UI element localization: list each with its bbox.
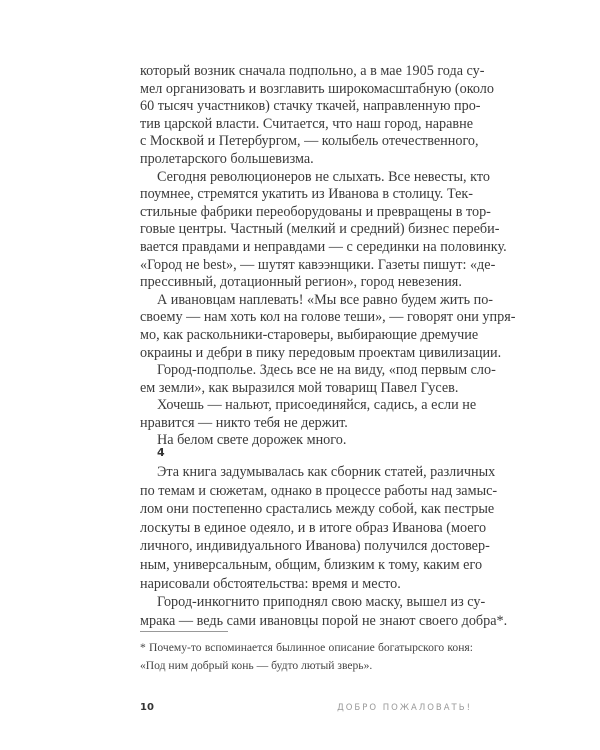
text-line: 60 тысяч участников) стачку ткачей, направленную про- bbox=[140, 98, 481, 115]
text-line: говые центры. Частный (мелкий и средний) бизнес переби- bbox=[140, 221, 500, 238]
page-number: 10 bbox=[140, 702, 154, 713]
paragraph bbox=[140, 63, 494, 169]
text-line: своему — нам хоть кол на голове теши», — говорят они упря- bbox=[140, 309, 516, 326]
text-line: который возник сначала подпольно, а в мае 1905 года су- bbox=[140, 63, 485, 79]
text-line: нарисовали обстоятельства: время и место. bbox=[140, 575, 401, 592]
text-line: окраины и дебри в пику передовым проектам цивилизации. bbox=[140, 344, 502, 361]
text-line: лом они постепенно срастались между собой, как пестрые bbox=[140, 501, 495, 518]
text-line: стильные фабрики переоборудованы и превращены в тор- bbox=[140, 203, 491, 220]
text-line: Город-инкогнито приподнял свою маску, вышел из су- bbox=[157, 594, 486, 611]
paragraph bbox=[140, 593, 508, 630]
text-line: пролетарского большевизма. bbox=[140, 150, 314, 167]
text-line: мел организовать и возглавить широкомасштабную (около bbox=[140, 80, 494, 97]
main-text-section bbox=[140, 63, 516, 450]
text-line: по темам и сюжетам, однако в процессе работы над замыс- bbox=[140, 482, 498, 499]
text-line: Город-подполье. Здесь все не на виду, «под первым сло- bbox=[157, 362, 496, 379]
text-line: личного, индивидуального Иванова) получился достовер- bbox=[140, 538, 490, 555]
paragraph bbox=[140, 463, 498, 593]
footnote bbox=[140, 639, 473, 674]
running-head: ДОБРО ПОЖАЛОВАТЬ! bbox=[337, 703, 472, 713]
paragraph bbox=[140, 168, 507, 292]
text-line: прессивный, дотационный регион», город невезения. bbox=[140, 274, 462, 291]
text-line: Хочешь — нальют, присоединяйся, садись, а если не bbox=[157, 397, 477, 414]
text-line: На белом свете дорожек много. bbox=[157, 432, 347, 449]
text-line: ем земли», как выразился мой товарищ Павел Гусев. bbox=[140, 379, 459, 396]
paragraph bbox=[140, 362, 496, 397]
text-line: «Город не best», — шутят кавээнщики. Газеты пишут: «де- bbox=[140, 256, 496, 273]
text-line: Эта книга задумывалась как сборник статей, различных bbox=[157, 464, 496, 480]
section-heading: 4 bbox=[157, 446, 165, 459]
text-line: нравится — никто тебя не держит. bbox=[140, 414, 348, 431]
footnote-divider bbox=[140, 631, 228, 632]
text-line: мо, как раскольники-староверы, выбирающие дремучие bbox=[140, 326, 479, 343]
text-line: вается правдами и неправдами — с серединки на половинку. bbox=[140, 238, 507, 255]
text-line: А ивановцам наплевать! «Мы все равно будем жить по- bbox=[157, 291, 494, 308]
section-4-text bbox=[140, 463, 508, 630]
text-line: тив царской власти. Считается, что наш город, наравне bbox=[140, 115, 473, 132]
footnote-line: «Под ним добрый конь — будто лютый зверь». bbox=[140, 658, 373, 672]
footnote-line: * Почему-то вспоминается былинное описание богатырского коня: bbox=[140, 641, 473, 654]
text-line: ным, универсальным, общим, близким к тому, каким его bbox=[140, 556, 483, 573]
text-line: лоскуты в единое одеяло, и в итоге образ Иванова (моего bbox=[140, 519, 487, 536]
paragraph bbox=[140, 291, 516, 362]
text-line: поумнее, стремятся укатить из Иванова в столицу. Тек- bbox=[140, 186, 473, 203]
text-line: с Москвой и Петербургом, — колыбель отечественного, bbox=[140, 133, 479, 150]
paragraph bbox=[140, 432, 473, 450]
text-line: мрака — ведь сами ивановцы порой не знают своего добра*. bbox=[140, 612, 508, 629]
text-line: Сегодня революционеров не слыхать. Все невесты, кто bbox=[157, 168, 490, 185]
paragraph bbox=[140, 397, 477, 432]
